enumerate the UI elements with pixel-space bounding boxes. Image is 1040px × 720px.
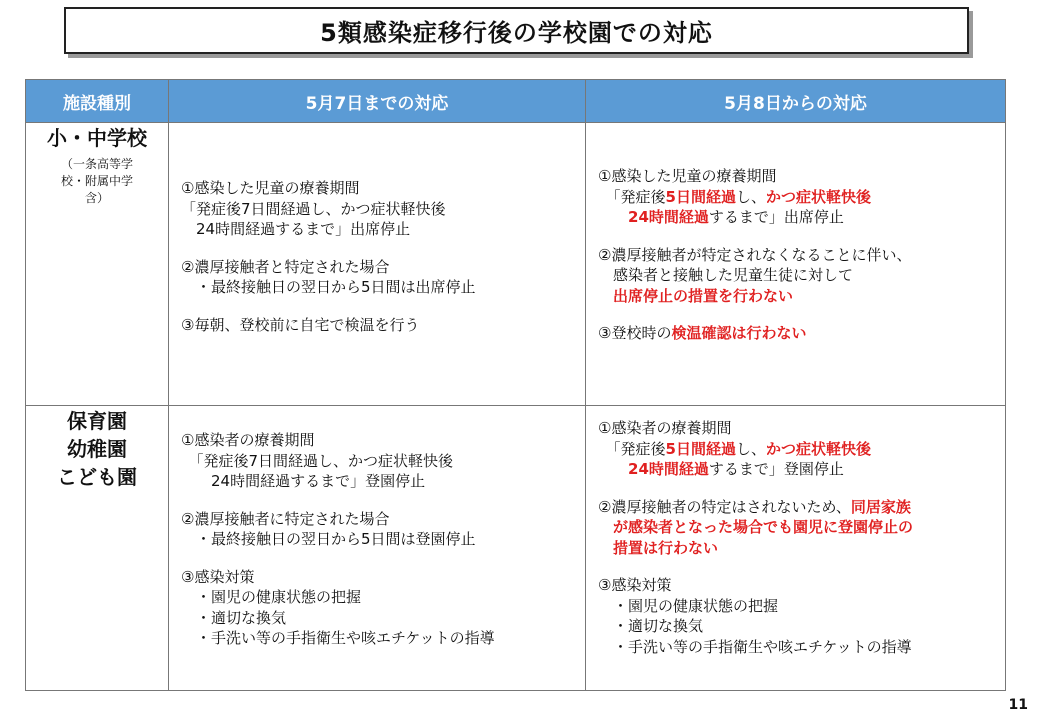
before-content-cell [169, 406, 586, 691]
emphasis-text: かつ症状軽快後 [765, 439, 871, 458]
after-item-2 [598, 497, 999, 559]
text-line: ①感染した児童の療養期間 [598, 167, 777, 185]
emphasis-text: が感染者となった場合でも園児に登園停止の [598, 518, 914, 536]
emphasis-text: 24時間経過 [628, 460, 709, 478]
text-span: するまで」出席停止 [708, 208, 844, 226]
text-line: ・園児の健康状態の把握 [598, 596, 779, 615]
emphasis-text: 検温確認は行わない [671, 324, 807, 342]
text-span: 「発症後 [598, 187, 666, 206]
text-line: 「発症後7日間経過し、かつ症状軽快後 [181, 199, 446, 218]
text-line: ・適切な換気 [181, 608, 287, 627]
table-row-nurseries [26, 406, 1006, 691]
text-line: ③感染対策 [181, 567, 255, 586]
table-header-row [26, 80, 1006, 123]
text-line: ③感染対策 [598, 576, 672, 594]
table-row-schools [26, 123, 1006, 406]
emphasis-text: 出席停止の措置を行わない [598, 286, 794, 305]
text-line: ②濃厚接触者に特定された場合 [181, 509, 390, 528]
after-content-cell [586, 406, 1006, 691]
after-item-3 [598, 575, 999, 657]
text-line [598, 459, 999, 480]
text-line [598, 497, 999, 518]
text-line [598, 323, 999, 344]
emphasis-text: 24時間経過 [628, 208, 709, 226]
text-line [598, 207, 999, 228]
text-span [598, 460, 628, 478]
before-item-3 [181, 315, 579, 336]
text-span: し、 [735, 439, 766, 458]
page-title: 5類感染症移行後の学校園での対応 [64, 7, 969, 54]
text-line: 感染者と接触した児童生徒に対して [598, 266, 854, 284]
text-line: ・最終接触日の翌日から5日間は登園停止 [181, 530, 476, 548]
header-from-may8: 5月8日からの対応 [586, 80, 1006, 123]
text-span: ③登校時の [598, 324, 672, 342]
before-item-3 [181, 567, 579, 649]
text-line: ・適切な換気 [598, 617, 704, 635]
emphasis-text: 措置は行わない [598, 538, 719, 557]
emphasis-text: かつ症状軽快後 [765, 187, 871, 206]
text-line: ・最終接触日の翌日から5日間は出席停止 [181, 278, 476, 296]
after-item-2 [598, 245, 999, 307]
emphasis-text: 5日間経過 [665, 439, 736, 458]
text-span [598, 208, 628, 226]
text-line [598, 439, 999, 460]
text-line: ②濃厚接触者が特定されなくなることに伴い、 [598, 245, 912, 264]
header-facility-type: 施設種別 [26, 80, 169, 123]
facility-type-note: （一条高等学 校・附属中学 含） [60, 157, 133, 205]
text-line: ①感染者の療養期間 [181, 431, 315, 449]
response-table [25, 79, 1006, 691]
after-content-cell [586, 123, 1006, 406]
after-item-3 [598, 323, 999, 344]
text-line: ・手洗い等の手指衛生や咳エチケットの指導 [598, 637, 912, 656]
text-line: ①感染した児童の療養期間 [181, 179, 360, 197]
after-item-1 [598, 166, 999, 228]
text-span: し、 [735, 187, 766, 206]
text-line: ②濃厚接触者と特定された場合 [181, 257, 390, 276]
emphasis-text: 同居家族 [850, 497, 911, 516]
text-line: 24時間経過するまで」登園停止 [181, 472, 426, 490]
facility-type-name: 保育園 幼稚園 こども園 [57, 409, 137, 489]
text-line: 24時間経過するまで」出席停止 [181, 220, 411, 238]
text-line: 「発症後7日間経過し、かつ症状軽快後 [181, 451, 454, 470]
text-span: するまで」登園停止 [708, 460, 844, 478]
facility-type-cell [26, 406, 169, 691]
before-content-cell [169, 123, 586, 406]
text-line: ③毎朝、登校前に自宅で検温を行う [181, 315, 420, 334]
page-number: 11 [1008, 697, 1028, 713]
emphasis-text: 5日間経過 [665, 187, 736, 206]
text-line: ・手洗い等の手指衛生や咳エチケットの指導 [181, 629, 495, 647]
text-line: ①感染者の療養期間 [598, 419, 732, 437]
text-line [598, 187, 999, 208]
text-line: ・園児の健康状態の把握 [181, 588, 362, 606]
before-item-1 [181, 430, 579, 492]
facility-type-cell [26, 123, 169, 406]
header-until-may7: 5月7日までの対応 [169, 80, 586, 123]
before-item-2 [181, 509, 579, 550]
text-span: ②濃厚接触者の特定はされないため、 [598, 497, 851, 516]
facility-type-name: 小・中学校 [47, 126, 147, 150]
text-span: 「発症後 [598, 439, 666, 458]
before-item-1 [181, 178, 579, 240]
after-item-1 [598, 418, 999, 480]
before-item-2 [181, 257, 579, 298]
